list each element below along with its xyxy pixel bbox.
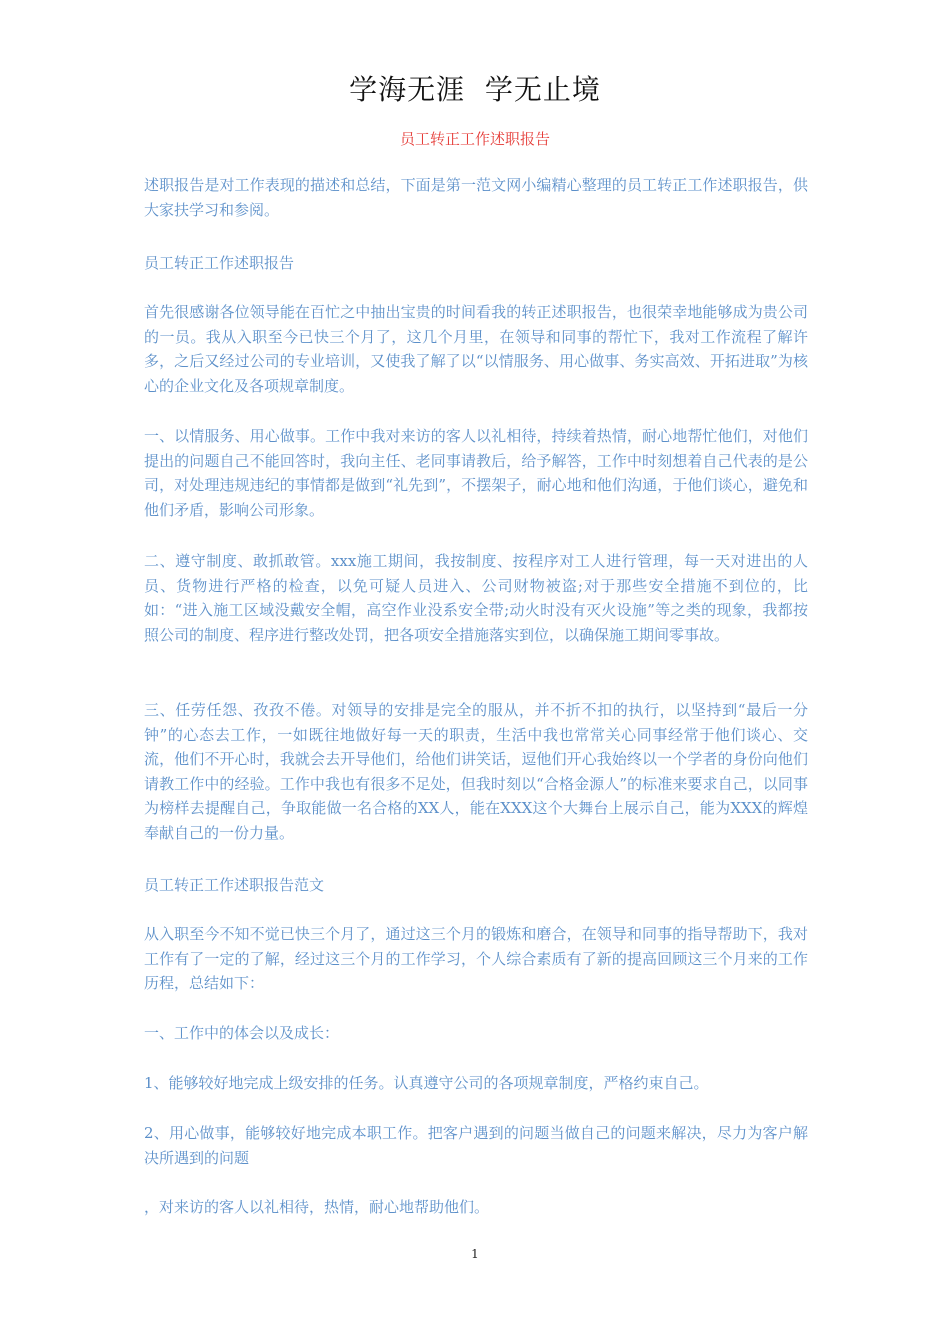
document-title: 员工转正工作述职报告 [399, 130, 550, 148]
page-number: 1 [471, 1247, 479, 1261]
list-item: 1、能够较好地完成上级安排的任务。认真遵守公司的各项规章制度，严格约束自己。 [144, 1074, 709, 1092]
header-title: 学海无涯 学无止境 [349, 73, 601, 106]
list-heading: 一、工作中的体会以及成长： [144, 1024, 340, 1042]
section-heading: 员工转正工作述职报告范文 [144, 876, 325, 894]
body-paragraph: ，对来访的客人以礼相待，热情，耐心地帮助他们。 [144, 1198, 490, 1216]
body-paragraph: 一、以情服务、用心做事。工作中我对来访的客人以礼相待，持续着热情，耐心地帮忙他们，对他们提出的问题自己不能回答时，我向主任、老同事请教后，给予解答，工作中时刻想着自己代表的是公司，对处理违规违纪的事情都是做到“礼先到”，不摆架子，耐心地和他们沟通，于他们谈心，避免和他们矛盾，影响公司形象。 [144, 427, 808, 519]
list-item: 2、用心做事，能够较好地完成本职工作。把客户遇到的问题当做自己的问题来解决，尽力为客户解决所遇到的问题 [144, 1124, 808, 1167]
section-heading: 员工转正工作述职报告 [144, 254, 295, 272]
body-paragraph: 三、任劳任怨、孜孜不倦。对领导的安排是完全的服从，并不折不扣的执行，以坚持到“最后一分钟”的心态去工作，一如既往地做好每一天的职责，生活中我也常常关心同事经常于他们谈心、交流，他们不开心时，我就会去开导他们，给他们讲笑话，逗他们开心我始终以一个学者的身份向他们请教工作中的经验。工作中我也有很多不足处，但我时刻以“合格金源人”的标准来要求自己，以同事为榜样去提醒自己，争取能做一名合格的XX人，能在XXX这个大舞台上展示自己，能为XXX的辉煌奉献自己的一份力量。 [144, 701, 808, 842]
body-paragraph: 首先很感谢各位领导能在百忙之中抽出宝贵的时间看我的转正述职报告，也很荣幸地能够成为贵公司的一员。我从入职至今已快三个月了，这几个月里，在领导和同事的帮忙下，我对工作流程了解许多，之后又经过公司的专业培训，又使我了解了以“以情服务、用心做事、务实高效、开拓进取”为核心的企业文化及各项规章制度。 [144, 303, 808, 395]
intro-paragraph: 述职报告是对工作表现的描述和总结，下面是第一范文网小编精心整理的员工转正工作述职报告，供大家扶学习和参阅。 [144, 176, 808, 219]
body-paragraph: 二、遵守制度、敢抓敢管。xxx施工期间，我按制度、按程序对工人进行管理，每一天对进出的人员、货物进行严格的检查，以免可疑人员进入、公司财物被盗;对于那些安全措施不到位的，比如：“进入施工区域没戴安全帽，高空作业没系安全带;动火时没有灭火设施”等之类的现象，我都按照公司的制度、程序进行整改处罚，把各项安全措施落实到位，以确保施工期间零事故。 [144, 552, 808, 644]
body-paragraph: 从入职至今不知不觉已快三个月了，通过这三个月的锻炼和磨合，在领导和同事的指导帮助下，我对工作有了一定的了解，经过这三个月的工作学习，个人综合素质有了新的提高回顾这三个月来的工作历程，总结如下： [144, 925, 808, 993]
